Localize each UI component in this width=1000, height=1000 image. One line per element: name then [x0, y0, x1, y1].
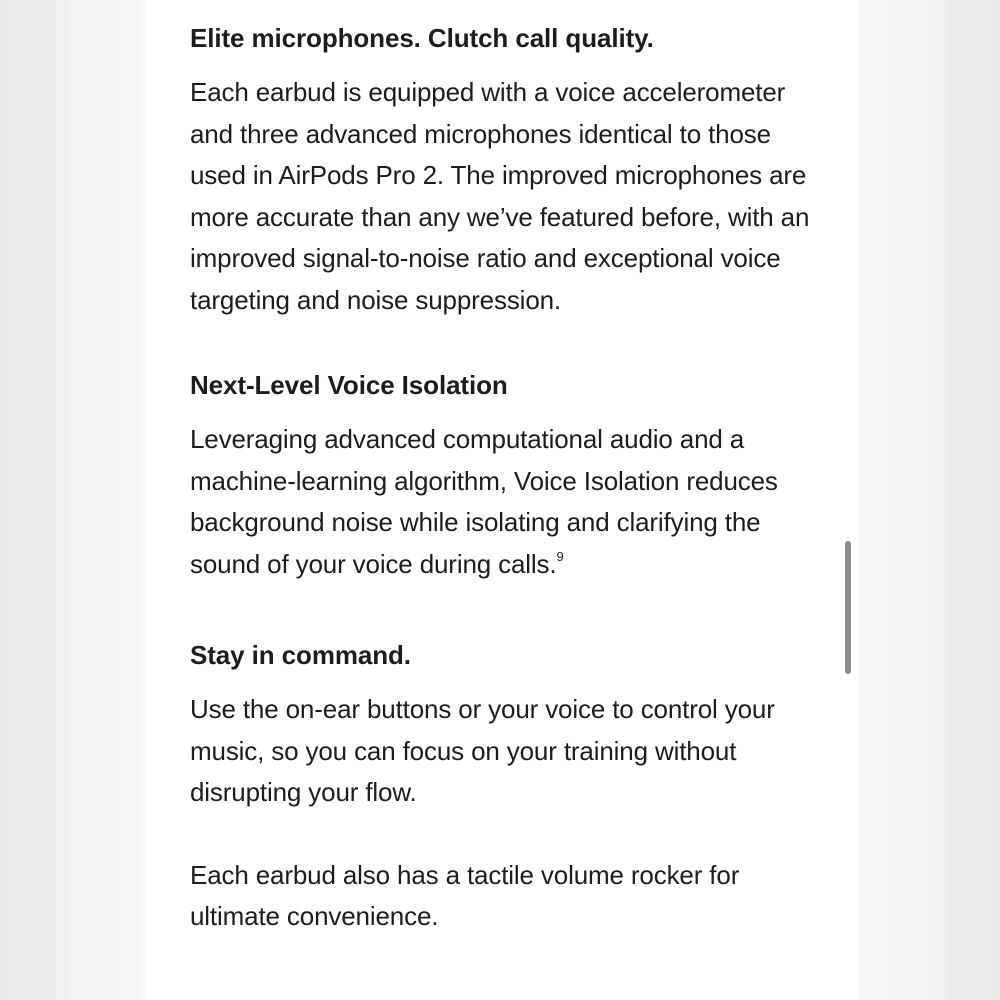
article-page: [146, 0, 858, 1000]
section-paragraph: Each earbud is equipped with a voice accelerometer and three advanced microphones identical to those used in AirPods Pro 2. The improved microphones are more accurate than any we’ve featured before, with an improved signal-to-noise ratio and exceptional voice targeting and noise suppression.: [190, 77, 810, 315]
paragraph-text: Leveraging advanced computational audio and a machine-learning algorithm, Voice Isolation reduces background noise while isolating and clarifying the sound of your voice during calls.: [190, 424, 778, 579]
section-heading: Stay in command.: [190, 640, 411, 670]
section-paragraph: Use the on-ear buttons or your voice to control your music, so you can focus on your training without disrupting your flow.: [190, 694, 775, 807]
section-elite-microphones: [190, 20, 830, 321]
article-content: [190, 20, 830, 938]
section-stay-in-command: [190, 637, 830, 938]
section-heading: Elite microphones. Clutch call quality.: [190, 23, 654, 53]
section-voice-isolation: [190, 367, 830, 585]
footnote-marker[interactable]: 9: [556, 548, 564, 564]
right-margin: [858, 0, 1000, 1000]
section-paragraph: Each earbud also has a tactile volume rocker for ultimate convenience.: [190, 859, 740, 931]
scrollbar-thumb[interactable]: [845, 541, 851, 674]
section-paragraph: [190, 419, 830, 585]
section-heading: Next-Level Voice Isolation: [190, 370, 508, 400]
left-margin: [0, 0, 146, 1000]
